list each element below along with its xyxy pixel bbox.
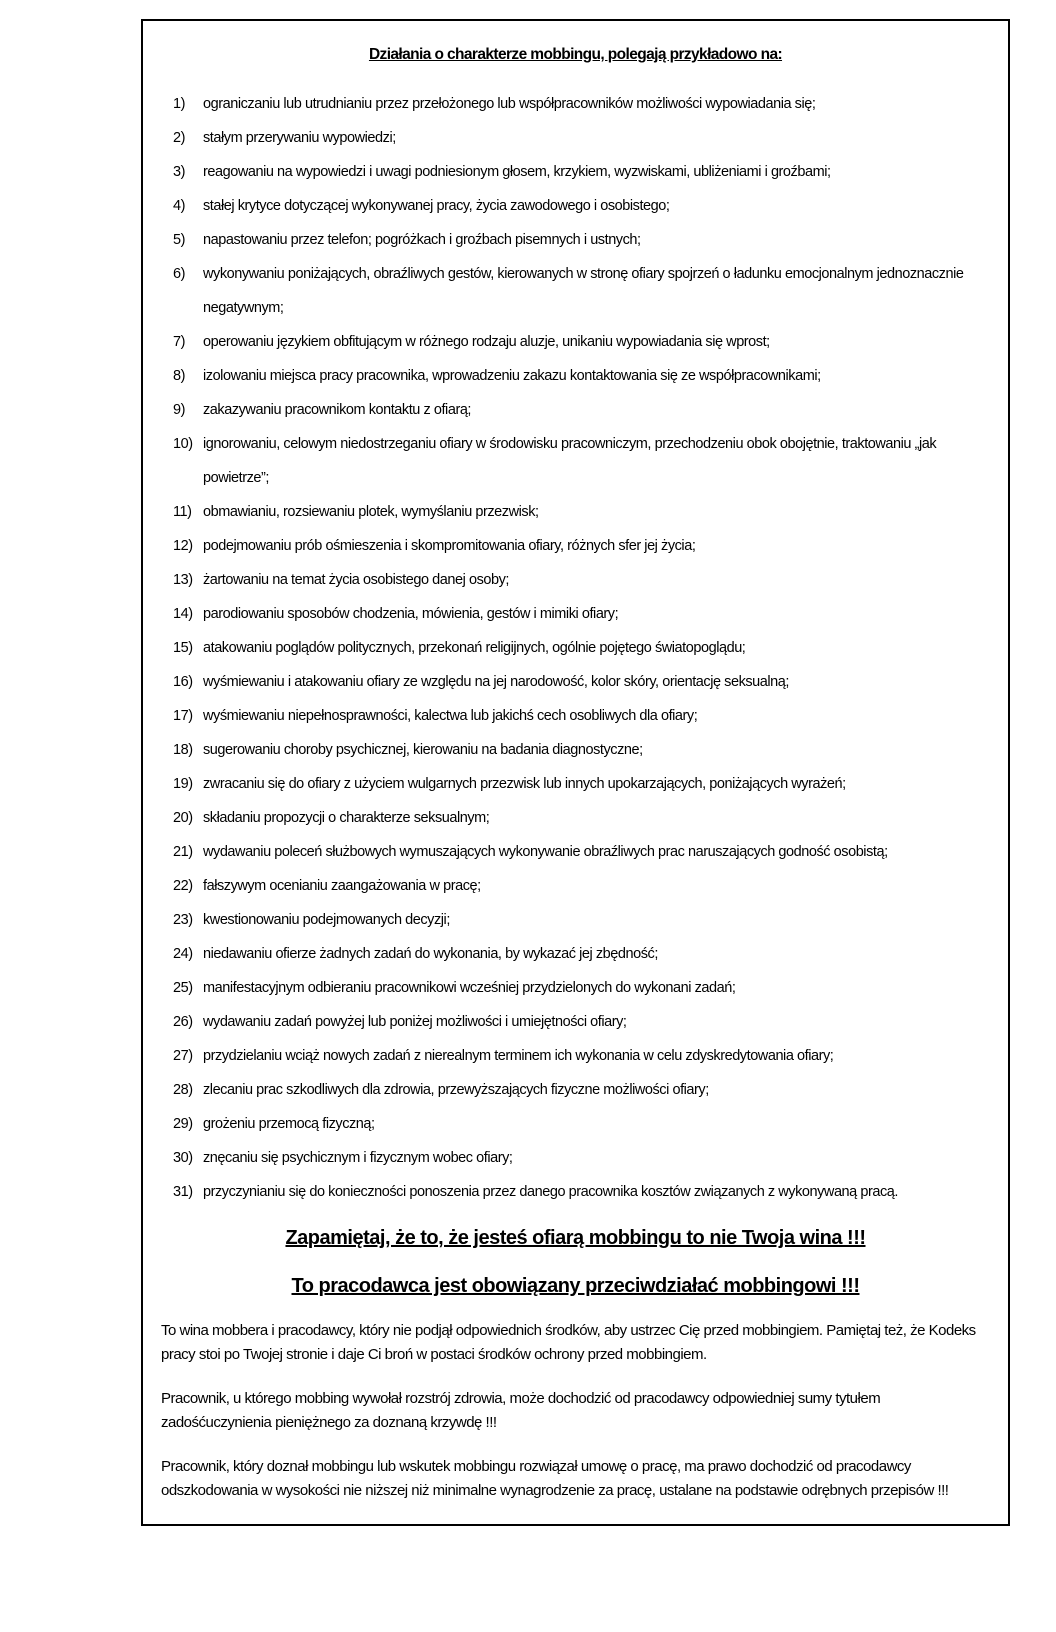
list-item-number: 2) [173,130,185,146]
list-item [173,325,994,359]
list-item-number: 4) [173,198,185,214]
list-item-text: składaniu propozycji o charakterze seksualnym; [203,810,490,826]
list-item-text: wydawaniu zadań powyżej lub poniżej możliwości i umiejętności ofiary; [203,1014,627,1030]
list-item-text: stałej krytyce dotyczącej wykonywanej pracy, życia zawodowego i osobistego; [203,198,670,214]
list-item-text: wykonywaniu poniżających, obraźliwych gestów, kierowanych w stronę ofiary spojrzeń o ładunku emocjonalnym jednoznacznie negatywnym; [203,266,964,316]
list-item-number: 22) [173,878,193,894]
list-item-text: fałszywym ocenianiu zaangażowania w pracę; [203,878,481,894]
list-item-text: zlecaniu prac szkodliwych dla zdrowia, przewyższających fizyczne możliwości ofiary; [203,1082,709,1098]
list-item-number: 16) [173,674,193,690]
list-item-text: wydawaniu poleceń służbowych wymuszających wykonywanie obraźliwych prac naruszających godność osobistą; [203,844,888,860]
list-item [173,393,994,427]
list-item-text: zakazywaniu pracownikom kontaktu z ofiarą; [203,402,472,418]
list-item-text: znęcaniu się psychicznym i fizycznym wobec ofiary; [203,1150,513,1166]
list-item-number: 14) [173,606,193,622]
list-item [173,733,994,767]
list-item-number: 27) [173,1048,193,1064]
list-item-text: obmawianiu, rozsiewaniu plotek, wymyślaniu przezwisk; [203,504,539,520]
list-item [173,257,994,325]
list-item [173,699,994,733]
victim-not-guilty-heading: Zapamiętaj, że to, że jesteś ofiarą mobbingu to nie Twoja wina !!! [285,1227,866,1249]
list-item-number: 20) [173,810,193,826]
list-item [173,597,994,631]
list-item-text: kwestionowaniu podejmowanych decyzji; [203,912,450,928]
list-item-number: 23) [173,912,193,928]
list-item [173,223,994,257]
list-item [173,155,994,189]
list-item-text: operowaniu językiem obfitującym w różnego rodzaju aluzje, unikaniu wypowiadania się wprost; [203,334,770,350]
list-item-number: 21) [173,844,193,860]
list-item [173,121,994,155]
list-item-number: 17) [173,708,193,724]
list-item-text: reagowaniu na wypowiedzi i uwagi podniesionym głosem, krzykiem, wyzwiskami, ubliżeniami i groźbami; [203,164,831,180]
list-item-text: stałym przerywaniu wypowiedzi; [203,130,396,146]
list-item-text: ograniczaniu lub utrudnianiu przez przełożonego lub współpracowników możliwości wypowiadania się; [203,96,816,112]
list-item-number: 11) [173,504,192,520]
list-item [173,87,994,121]
list-item [173,1107,994,1141]
list-item [173,495,994,529]
list-item-number: 28) [173,1082,193,1098]
list-item-number: 7) [173,334,185,350]
list-item [173,1141,994,1175]
list-item [173,1005,994,1039]
list-item [173,665,994,699]
list-item-text: przydzielaniu wciąż nowych zadań z nierealnym terminem ich wykonania w celu zdyskredytowania ofiary; [203,1048,834,1064]
list-item-text: grożeniu przemocą fizyczną; [203,1116,375,1132]
list-item-text: atakowaniu poglądów politycznych, przekonań religijnych, ogólnie pojętego światopoglądu; [203,640,746,656]
list-item-number: 26) [173,1014,193,1030]
employer-obligation-heading: To pracodawca jest obowiązany przeciwdziałać mobbingowi !!! [291,1275,860,1297]
document-title: Działania o charakterze mobbingu, polegają przykładowo na: [368,46,783,63]
list-item-text: napastowaniu przez telefon; pogróżkach i groźbach pisemnych i ustnych; [203,232,641,248]
list-item-text: zwracaniu się do ofiary z użyciem wulgarnych przezwisk lub innych upokarzających, poniżających wyrażeń; [203,776,846,792]
list-item [173,869,994,903]
list-item-text: parodiowaniu sposobów chodzenia, mówienia, gestów i mimiki ofiary; [203,606,619,622]
list-item [173,1039,994,1073]
list-item-number: 29) [173,1116,193,1132]
list-item [173,563,994,597]
list-item [173,1073,994,1107]
list-item [173,835,994,869]
list-item [173,359,994,393]
list-item-number: 24) [173,946,193,962]
list-item-number: 5) [173,232,185,248]
list-item [173,189,994,223]
list-item [173,971,994,1005]
list-item-number: 9) [173,402,185,418]
health-compensation-paragraph: Pracownik, u którego mobbing wywołał rozstrój zdrowia, może dochodzić od pracodawcy odpowiedniej sumy tytułem zadośćuczynienia pieniężnego za doznaną krzywdę !!! [161,1390,881,1431]
document-border-frame [141,19,1010,1526]
list-item [173,903,994,937]
list-item-number: 30) [173,1150,193,1166]
list-item [173,801,994,835]
list-item-number: 12) [173,538,193,554]
list-item-text: ignorowaniu, celowym niedostrzeganiu ofiary w środowisku pracowniczym, przechodzeniu obok obojętnie, traktowaniu „jak powietrze”; [203,436,937,486]
list-item [173,529,994,563]
list-item-text: manifestacyjnym odbieraniu pracownikowi wcześniej przydzielonych do wykonani zadań; [203,980,736,996]
list-item [173,1175,994,1209]
list-item-text: wyśmiewaniu i atakowaniu ofiary ze względu na jej narodowość, kolor skóry, orientację seksualną; [203,674,789,690]
list-item [173,631,994,665]
list-item-number: 19) [173,776,193,792]
mobber-blame-paragraph: To wina mobbera i pracodawcy, który nie podjął odpowiednich środków, aby ustrzec Cię przed mobbingiem. Pamiętaj też, że Kodeks pracy stoi po Twojej stronie i daje Ci broń w postaci środków ochrony przed mobbingiem. [161,1322,976,1363]
list-item-text: wyśmiewaniu niepełnosprawności, kalectwa lub jakichś cech osobliwych dla ofiary; [203,708,698,724]
list-item-text: przyczynianiu się do konieczności ponoszenia przez danego pracownika kosztów związanych z wykonywaną pracą. [203,1184,898,1200]
list-item-number: 25) [173,980,193,996]
list-item-text: sugerowaniu choroby psychicznej, kierowaniu na badania diagnostyczne; [203,742,643,758]
list-item-number: 6) [173,266,185,282]
mobbing-actions-list [173,87,994,1209]
list-item [173,767,994,801]
list-item-number: 1) [173,96,185,112]
list-item-number: 31) [173,1184,193,1200]
list-item-text: niedawaniu ofierze żadnych zadań do wykonania, by wykazać jej zbędność; [203,946,658,962]
list-item-number: 15) [173,640,193,656]
list-item-text: żartowaniu na temat życia osobistego danej osoby; [203,572,510,588]
list-item [173,937,994,971]
list-item-number: 3) [173,164,185,180]
list-item-text: podejmowaniu prób ośmieszenia i skompromitowania ofiary, różnych sfer jej życia; [203,538,696,554]
contract-compensation-paragraph: Pracownik, który doznał mobbingu lub wskutek mobbingu rozwiązał umowę o pracę, ma prawo dochodzić od pracodawcy odszkodowania w wysokości nie niższej niż minimalne wynagrodzenie za pracę, ustalane na podstawie odrębnych przepisów !!! [161,1458,949,1499]
list-item-number: 10) [173,436,193,452]
list-item-number: 8) [173,368,185,384]
list-item-text: izolowaniu miejsca pracy pracownika, wprowadzeniu zakazu kontaktowania się ze współpracownikami; [203,368,821,384]
list-item-number: 13) [173,572,193,588]
list-item [173,427,994,495]
list-item-number: 18) [173,742,193,758]
